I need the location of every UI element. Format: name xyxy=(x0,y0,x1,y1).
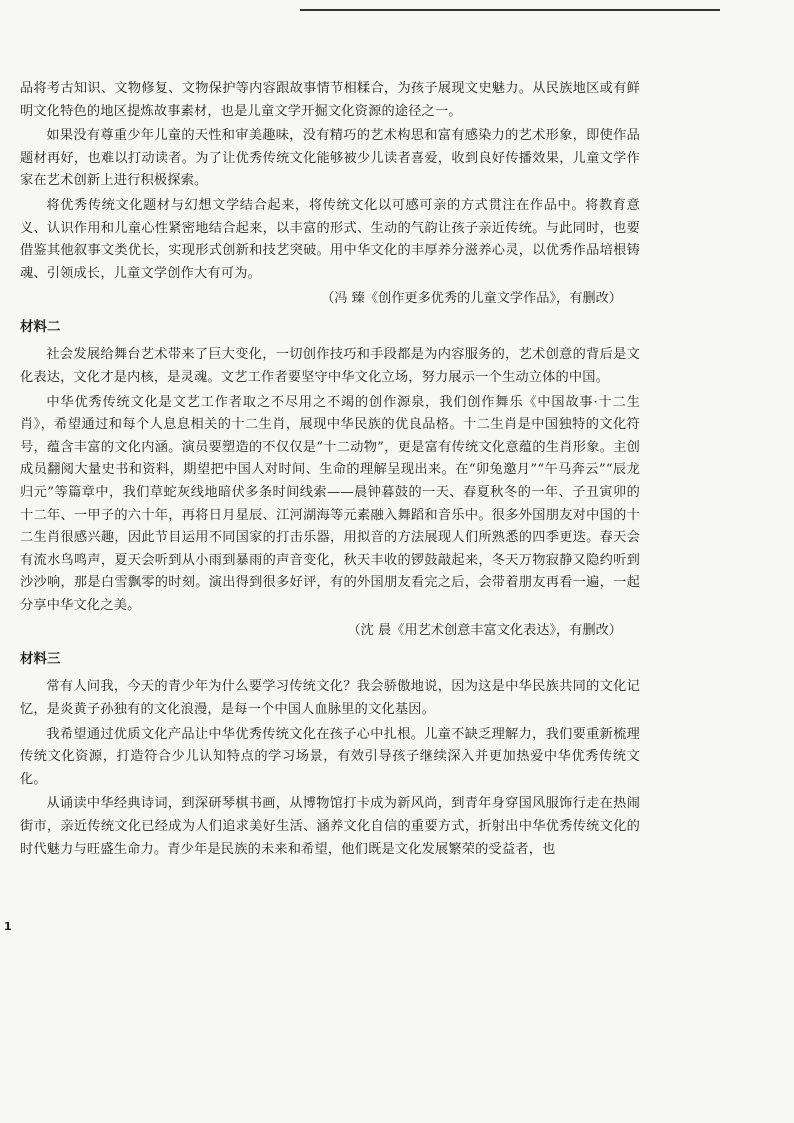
paragraph: 我希望通过优质文化产品让中华优秀传统文化在孩子心中扎根。儿童不缺乏理解力，我们要重新梳理传统文化资源，打造符合少儿认知特点的学习场景，有效引导孩子继续深入并更加热爱中华优秀传统文化。 xyxy=(20,726,640,787)
paragraph: 从诵读中华经典诗词，到深研琴棋书画，从博物馆打卡成为新风尚，到青年身穿国风服饰行走在热闹街市，亲近传统文化已经成为人们追求美好生活、涵养文化自信的重要方式，折射出中华优秀传统文化的时代魅力与旺盛生命力。青少年是民族的未来和希望，他们既是文化发展繁荣的受益者，也 xyxy=(20,796,640,857)
citation: （冯 臻《创作更多优秀的儿童文学作品》，有删改） xyxy=(321,291,622,307)
paragraph: 品将考古知识、文物修复、文物保护等内容跟故事情节相糅合，为孩子展现文史魅力。从民族地区或有鲜明文化特色的地区提炼故事素材，也是儿童文学开掘文化资源的途径之一。 xyxy=(20,81,640,119)
paragraph: 社会发展给舞台艺术带来了巨大变化，一切创作技巧和手段都是为内容服务的，艺术创意的背后是文化表达，文化才是内核，是灵魂。文艺工作者要坚守中华文化立场，努力展示一个生动立体的中国。 xyxy=(20,347,640,385)
paragraph: 常有人问我，今天的青少年为什么要学习传统文化？我会骄傲地说，因为这是中华民族共同的文化记忆，是炎黄子孙独有的文化浪漫，是每一个中国人血脉里的文化基因。 xyxy=(20,679,640,718)
paragraph: 将优秀传统文化题材与幻想文学结合起来，将传统文化以可感可亲的方式贯注在作品中。将教育意义、认识作用和儿童心性紧密地结合起来，以丰富的形式、生动的气韵让孩子亲近传统。与此同时，也要借鉴其他叙事文类优长，实现形式创新和技艺突破。用中华文化的丰厚养分滋养心灵，以优秀作品培根铸魂、引领成长，儿童文学创作大有可为。 xyxy=(20,197,640,281)
paragraph: 如果没有尊重少年儿童的天性和审美趣味，没有精巧的艺术构思和富有感染力的艺术形象，即使作品题材再好，也难以打动读者。为了让优秀传统文化能够被少儿读者喜爱，收到良好传播效果，儿童文学作家在艺术创新上进行积极探索。 xyxy=(20,128,640,189)
paragraph: 中华优秀传统文化是文艺工作者取之不尽用之不竭的创作源泉，我们创作舞乐《中国故事·十二生肖》，希望通过和每个人息息相关的十二生肖，展现中华民族的优良品格。十二生肖是中国独特的文化符号，蕴含丰富的文化内涵。演员要塑造的不仅仅是“十二动物”，更是富有传统文化意蕴的生肖形象。主创成员翻阅大量史书和资料，期望把中国人对时间、生命的理解呈现出来。在“卯兔邀月”“午马奔云”“辰龙归元”等篇章中，我们草蛇灰线地暗伏多条时间线索——晨钟暮鼓的一天、春夏秋冬的一年、子丑寅卯的十二年、一甲子的六十年，再将日月星辰、江河湖海等元素融入舞蹈和音乐中。很多外国朋友对中国的十二生肖很感兴趣，因此节目运用不同国家的打击乐器，用拟音的方法展现人们所熟悉的四季更迭。春天会有流水鸟鸣声，夏天会听到从小雨到暴雨的声音变化，秋天丰收的锣鼓敲起来，冬天万物寂静又隐约听到沙沙响，那是白雪飘零的时刻。演出得到很多好评，有的外国朋友看完之后，会带着朋友再看一遍，一起分享中华文化之美。 xyxy=(20,394,640,613)
page-number: 1 xyxy=(4,920,12,933)
header-rule xyxy=(300,9,720,11)
section-title: 材料二 xyxy=(20,319,61,336)
section-title: 材料三 xyxy=(20,651,61,668)
citation: （沈 晨《用艺术创意丰富文化表达》，有删改） xyxy=(347,623,622,639)
document-body xyxy=(20,78,640,861)
